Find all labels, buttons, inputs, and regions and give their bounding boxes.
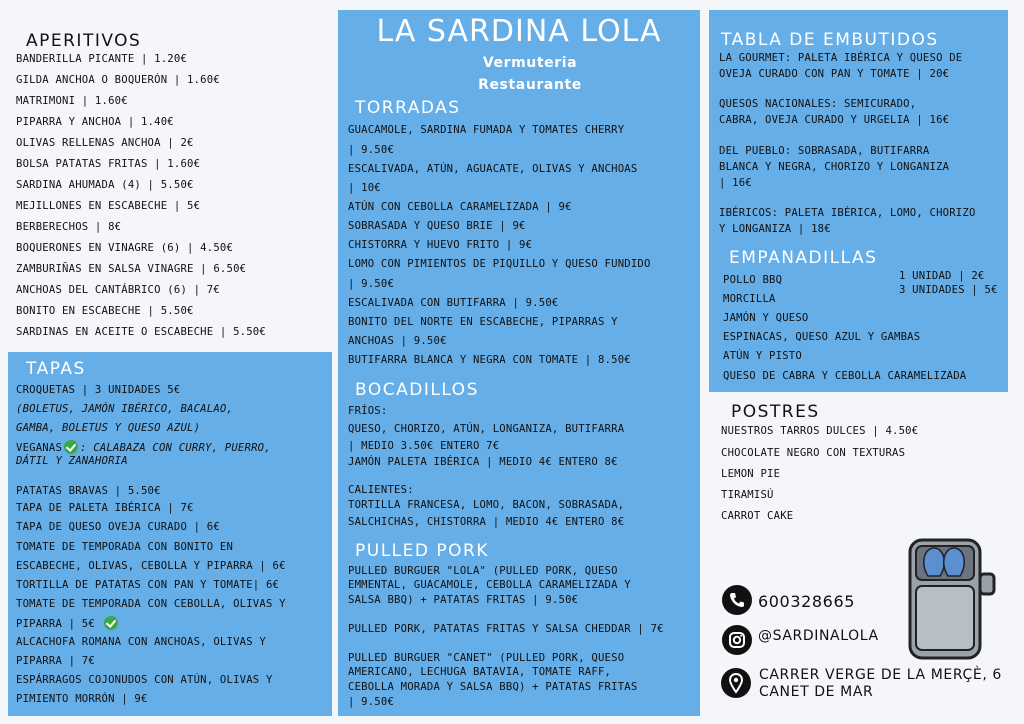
menu-item: SARDINA AHUMADA (4) | 5.50€ (16, 179, 194, 191)
menu-item: JAMÓN PALETA IBÉRICA | MEDIO 4€ ENTERO 8€ (348, 456, 618, 468)
menu-item: MATRIMONI | 1.60€ (16, 95, 128, 107)
menu-item: | 9.50€ (348, 144, 395, 156)
bocadillos-heading: BOCADILLOS (355, 380, 479, 400)
vegan-check-icon (104, 616, 118, 630)
menu-item: CARROT CAKE (721, 510, 794, 522)
postres-heading: POSTRES (731, 402, 820, 422)
menu-item: ESCABECHE, OLIVAS, CEBOLLA Y PIPARRA | 6€ (16, 560, 286, 572)
menu-item: POLLO BBQ (723, 274, 783, 286)
menu-item: BERBERECHOS | 8€ (16, 221, 122, 233)
menu-item: BOQUERONES EN VINAGRE (6) | 4.50€ (16, 242, 234, 254)
menu-item: SALCHICHAS, CHISTORRA | MEDIO 4€ ENTERO 8€ (348, 516, 625, 528)
menu-item: NUESTROS TARROS DULCES | 4.50€ (721, 425, 919, 437)
menu-item: CHISTORRA Y HUEVO FRITO | 9€ (348, 239, 533, 251)
menu-item: PATATAS BRAVAS | 5.50€ (16, 485, 161, 497)
veganas-label: VEGANAS (16, 442, 63, 454)
menu-item: PIPARRA Y ANCHOA | 1.40€ (16, 116, 174, 128)
menu-item: TAPA DE QUESO OVEJA CURADO | 6€ (16, 521, 220, 533)
pulled-pork-heading: PULLED PORK (355, 541, 489, 561)
menu-item: PIPARRA | 7€ (16, 655, 95, 667)
menu-item: PULLED BURGUER "CANET" (PULLED PORK, QUESO (348, 652, 625, 664)
menu-item: ANCHOAS | 9.50€ (348, 335, 447, 347)
menu-item: ESCALIVADA CON BUTIFARRA | 9.50€ (348, 297, 559, 309)
veganas-line (16, 440, 271, 455)
menu-item: ZAMBURIÑAS EN SALSA VINAGRE | 6.50€ (16, 263, 247, 275)
vegan-check-icon (64, 440, 78, 454)
menu-item: ESCALIVADA, ATÚN, AGUACATE, OLIVAS Y ANCHOAS (348, 163, 638, 175)
menu-item: SOBRASADA Y QUESO BRIE | 9€ (348, 220, 526, 232)
menu-item: GILDA ANCHOA O BOQUERÓN | 1.60€ (16, 74, 220, 86)
menu-item: LA GOURMET: PALETA IBÉRICA Y QUESO DE (719, 52, 963, 64)
menu-item: OVEJA CURADO CON PAN Y TOMATE | 20€ (719, 68, 950, 80)
croquetas-item: CROQUETAS | 3 UNIDADES 5€ (16, 384, 181, 396)
menu-item: QUESOS NACIONALES: SEMICURADO, (719, 98, 917, 110)
menu-item: | 9.50€ (348, 696, 395, 708)
menu-item: TAPA DE PALETA IBÉRICA | 7€ (16, 502, 194, 514)
menu-item: SALSA BBQ) + PATATAS FRITAS | 9.50€ (348, 594, 579, 606)
menu-item-text: PIPARRA | 5€ (16, 618, 95, 630)
menu-item: IBÉRICOS: PALETA IBÉRICA, LOMO, CHORIZO (719, 207, 976, 219)
veganas-text: : CALABAZA CON CURRY, PUERRO, (80, 442, 271, 454)
menu-item: BUTIFARRA BLANCA Y NEGRA CON TOMATE | 8.50€ (348, 354, 631, 366)
menu-item: BONITO EN ESCABECHE | 5.50€ (16, 305, 194, 317)
menu-item: EMMENTAL, GUACAMOLE, CEBOLLA CARAMELIZADA Y (348, 579, 631, 591)
veganas-text: DÁTIL Y ZANAHORIA (16, 455, 128, 467)
menu-item: BLANCA Y NEGRA, CHORIZO Y LONGANIZA (719, 161, 950, 173)
menu-item: LEMON PIE (721, 468, 781, 480)
menu-item: LOMO CON PIMIENTOS DE PIQUILLO Y QUESO FUNDIDO (348, 258, 651, 270)
empanadillas-heading: EMPANADILLAS (729, 248, 878, 268)
restaurant-subtitle: Restaurante (478, 77, 582, 93)
menu-item: ALCACHOFA ROMANA CON ANCHOAS, OLIVAS Y (16, 636, 266, 648)
menu-item: PIMIENTO MORRÓN | 9€ (16, 693, 148, 705)
menu-item: QUESO DE CABRA Y CEBOLLA CARAMELIZADA (723, 370, 967, 382)
torradas-heading: TORRADAS (355, 98, 461, 118)
empanadillas-price: 3 UNIDADES | 5€ (899, 284, 998, 296)
menu-item: CHOCOLATE NEGRO CON TEXTURAS (721, 447, 906, 459)
menu-item: | 16€ (719, 177, 752, 189)
menu-item: TORTILLA FRANCESA, LOMO, BACON, SOBRASADA, (348, 499, 625, 511)
restaurant-title: LA SARDINA LOLA (376, 14, 662, 49)
menu-item: TORTILLA DE PATATAS CON PAN Y TOMATE| 6€ (16, 579, 280, 591)
menu-item: PULLED PORK, PATATAS FRITAS Y SALSA CHEDDAR | 7€ (348, 623, 664, 635)
menu-item: OLIVAS RELLENAS ANCHOA | 2€ (16, 137, 194, 149)
menu-item: DEL PUEBLO: SOBRASADA, BUTIFARRA (719, 145, 930, 157)
empanadillas-price: 1 UNIDAD | 2€ (899, 270, 985, 282)
location-pin-icon (721, 668, 751, 698)
menu-item: | MEDIO 3.50€ ENTERO 7€ (348, 440, 500, 452)
calientes-label: CALIENTES: (348, 484, 414, 496)
phone-icon (722, 585, 752, 615)
menu-item: SARDINAS EN ACEITE O ESCABECHE | 5.50€ (16, 326, 266, 338)
menu-item: | 9.50€ (348, 278, 395, 290)
embutidos-heading: TABLA DE EMBUTIDOS (721, 30, 939, 50)
sardine-tin-icon (900, 536, 1004, 664)
menu-item: | 10€ (348, 182, 381, 194)
menu-item: TOMATE DE TEMPORADA CON CEBOLLA, OLIVAS Y (16, 598, 286, 610)
menu-item: ATÚN CON CEBOLLA CARAMELIZADA | 9€ (348, 201, 572, 213)
menu-item: CEBOLLA MORADA Y SALSA BBQ) + PATATAS FRITAS (348, 681, 638, 693)
frios-label: FRÍOS: (348, 405, 388, 417)
menu-item: TOMATE DE TEMPORADA CON BONITO EN (16, 541, 234, 553)
menu-item: ESPÁRRAGOS COJONUDOS CON ATÚN, OLIVAS Y (16, 674, 273, 686)
menu-item (16, 616, 120, 631)
tapas-heading: TAPAS (26, 359, 86, 379)
address-line: CANET DE MAR (759, 684, 874, 700)
address-line: CARRER VERGE DE LA MERÇÈ, 6 (759, 667, 1002, 683)
aperitivos-heading: APERITIVOS (26, 31, 142, 51)
menu-item: CABRA, OVEJA CURADO Y URGELIA | 16€ (719, 114, 950, 126)
menu-item: TIRAMISÚ (721, 489, 774, 501)
menu-item: BONITO DEL NORTE EN ESCABECHE, PIPARRAS Y (348, 316, 618, 328)
menu-item: AMERICANO, LECHUGA BATAVIA, TOMATE RAFF, (348, 666, 612, 678)
menu-item: JAMÓN Y QUESO (723, 312, 809, 324)
restaurant-subtitle: Vermuteria (482, 55, 578, 71)
menu-item: ATÚN Y PISTO (723, 350, 802, 362)
menu-item: ANCHOAS DEL CANTÁBRICO (6) | 7€ (16, 284, 220, 296)
phone-number[interactable]: 600328665 (758, 592, 856, 611)
menu-item: BANDERILLA PICANTE | 1.20€ (16, 53, 188, 65)
croquetas-note: (BOLETUS, JAMÓN IBÉRICO, BACALAO, (16, 403, 234, 415)
menu-item: Y LONGANIZA | 18€ (719, 223, 831, 235)
instagram-icon (722, 625, 752, 655)
menu-item: MEJILLONES EN ESCABECHE | 5€ (16, 200, 201, 212)
menu-item: BOLSA PATATAS FRITAS | 1.60€ (16, 158, 201, 170)
menu-item: MORCILLA (723, 293, 776, 305)
croquetas-note: GAMBA, BOLETUS Y QUESO AZUL) (16, 422, 201, 434)
menu-item: ESPINACAS, QUESO AZUL Y GAMBAS (723, 331, 921, 343)
instagram-handle[interactable]: @SARDINALOLA (758, 628, 879, 644)
menu-item: PULLED BURGUER "LOLA" (PULLED PORK, QUESO (348, 565, 618, 577)
menu-item: GUACAMOLE, SARDINA FUMADA Y TOMATES CHERRY (348, 124, 625, 136)
menu-item: QUESO, CHORIZO, ATÚN, LONGANIZA, BUTIFARRA (348, 423, 625, 435)
